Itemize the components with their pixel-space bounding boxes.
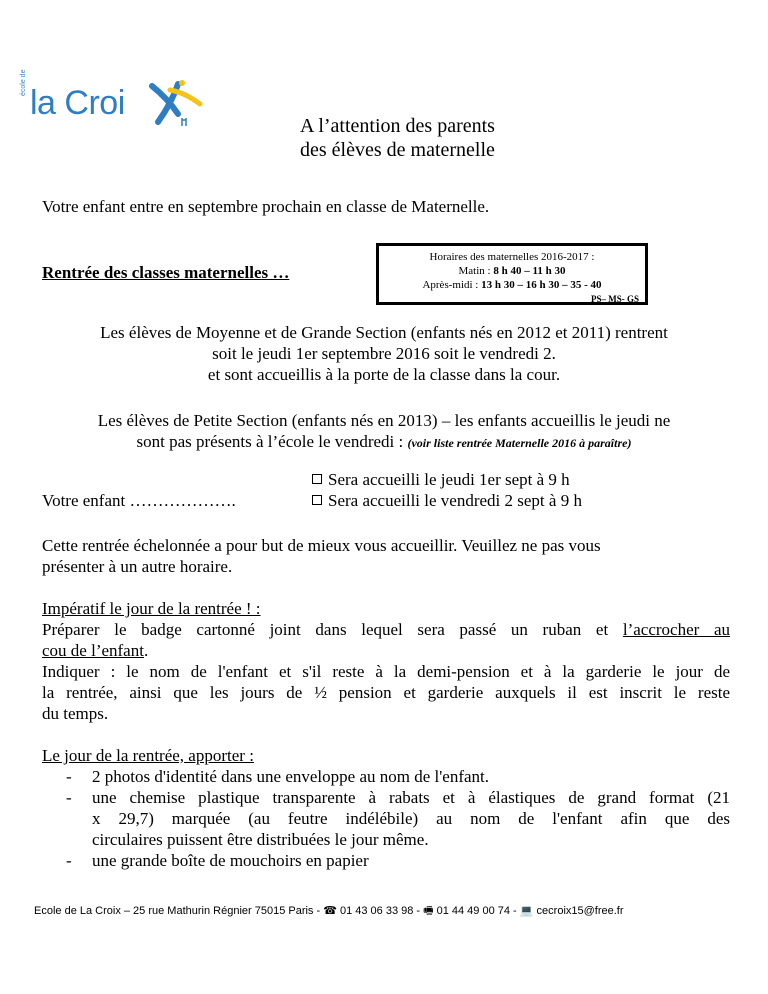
computer-icon: 💻 [519, 905, 534, 917]
imperatif-section: Impératif le jour de la rentrée ! : Préparer le badge cartonné joint dans lequel sera passé un ruban et l’accrocher au cou de l’enfant. Indiquer : le nom de l'enfant et s'il reste à la demi-pension et à la garderie le jour de la rentrée, ainsi que les jours de ½ pension et garderie auxquels il est inscrit le reste du temps. [42, 599, 730, 723]
horaires-box: Horaires des maternelles 2016-2017 : Matin : 8 h 40 – 11 h 30 Après-midi : 13 h 30 – 16 h 30 – 35 - 40 PS– MS- GS [376, 243, 648, 305]
logo-ecole-text: école de [20, 69, 27, 96]
school-logo [20, 69, 185, 134]
list-item: - 2 photos d'identité dans une enveloppe au nom de l'enfant. [66, 767, 490, 786]
votre-enfant-label: Votre enfant ………………. [42, 491, 236, 510]
footer-phone: 01 43 06 33 98 - [336, 905, 424, 917]
petite-section-paragraph: Les élèves de Petite Section (enfants nés en 2013) – les enfants accueillis le jeudi ne sont pas présents à l’école le vendredi : (voir liste rentrée Maternelle 2016 à paraître) [97, 411, 671, 451]
option-jeudi[interactable]: Sera accueilli le jeudi 1er sept à 9 h [312, 469, 582, 490]
footer [34, 902, 624, 921]
fax-icon: 🖷 [423, 905, 434, 917]
petite-note: (voir liste rentrée Maternelle 2016 à paraître) [407, 436, 632, 450]
apporter-heading: Le jour de la rentrée, apporter : [42, 746, 254, 765]
list-item: - une chemise plastique transparente à rabats et à élastiques de grand format (21 x 29,7) marquée (au feutre indélébile) au nom de l'enfant afin que des circulaires puissent être distribuées le jour même. [66, 788, 730, 849]
checkbox-jeudi[interactable] [312, 474, 322, 484]
cross-figure-logo-icon [148, 80, 204, 130]
page-title: A l’attention des parents des élèves de maternelle [300, 115, 495, 161]
telephone-icon: ☎ [323, 905, 337, 917]
footer-email: cecroix15@free.fr [533, 905, 624, 917]
echelonnee-paragraph: Cette rentrée échelonnée a pour but de mieux vous accueillir. Veuillez ne pas vous présenter à un autre horaire. [42, 536, 601, 576]
horaires-sections: PS– MS- GS [590, 294, 639, 304]
apporter-list [0, 766, 730, 871]
option-vendredi[interactable]: Sera accueilli le vendredi 2 sept à 9 h [312, 490, 582, 511]
horaires-aprem: 13 h 30 – 16 h 30 – 35 - 40 [481, 279, 602, 291]
apporter-section [42, 745, 730, 766]
moyenne-grande-paragraph: Les élèves de Moyenne et de Grande Section (enfants nés en 2012 et 2011) rentrent soit le jeudi 1er septembre 2016 soit le vendredi 2. et sont accueillis à la porte de la classe dans la cour. [100, 323, 668, 384]
choice-options [312, 469, 582, 511]
horaires-title: Horaires des maternelles 2016-2017 : [429, 251, 595, 263]
intro-text: Votre enfant entre en septembre prochain en classe de Maternelle. [42, 197, 490, 216]
footer-address: Ecole de La Croix – 25 rue Mathurin Régnier 75015 Paris - [34, 905, 324, 917]
imperatif-heading: Impératif le jour de la rentrée ! : [42, 599, 261, 618]
rentree-heading: Rentrée des classes maternelles … [42, 263, 290, 282]
horaires-matin: 8 h 40 – 11 h 30 [493, 265, 566, 277]
checkbox-vendredi[interactable] [312, 495, 322, 505]
footer-fax: 01 44 49 00 74 - [433, 905, 520, 917]
logo-name: la Croi [30, 84, 125, 122]
list-item: - une grande boîte de mouchoirs en papier [66, 851, 369, 870]
